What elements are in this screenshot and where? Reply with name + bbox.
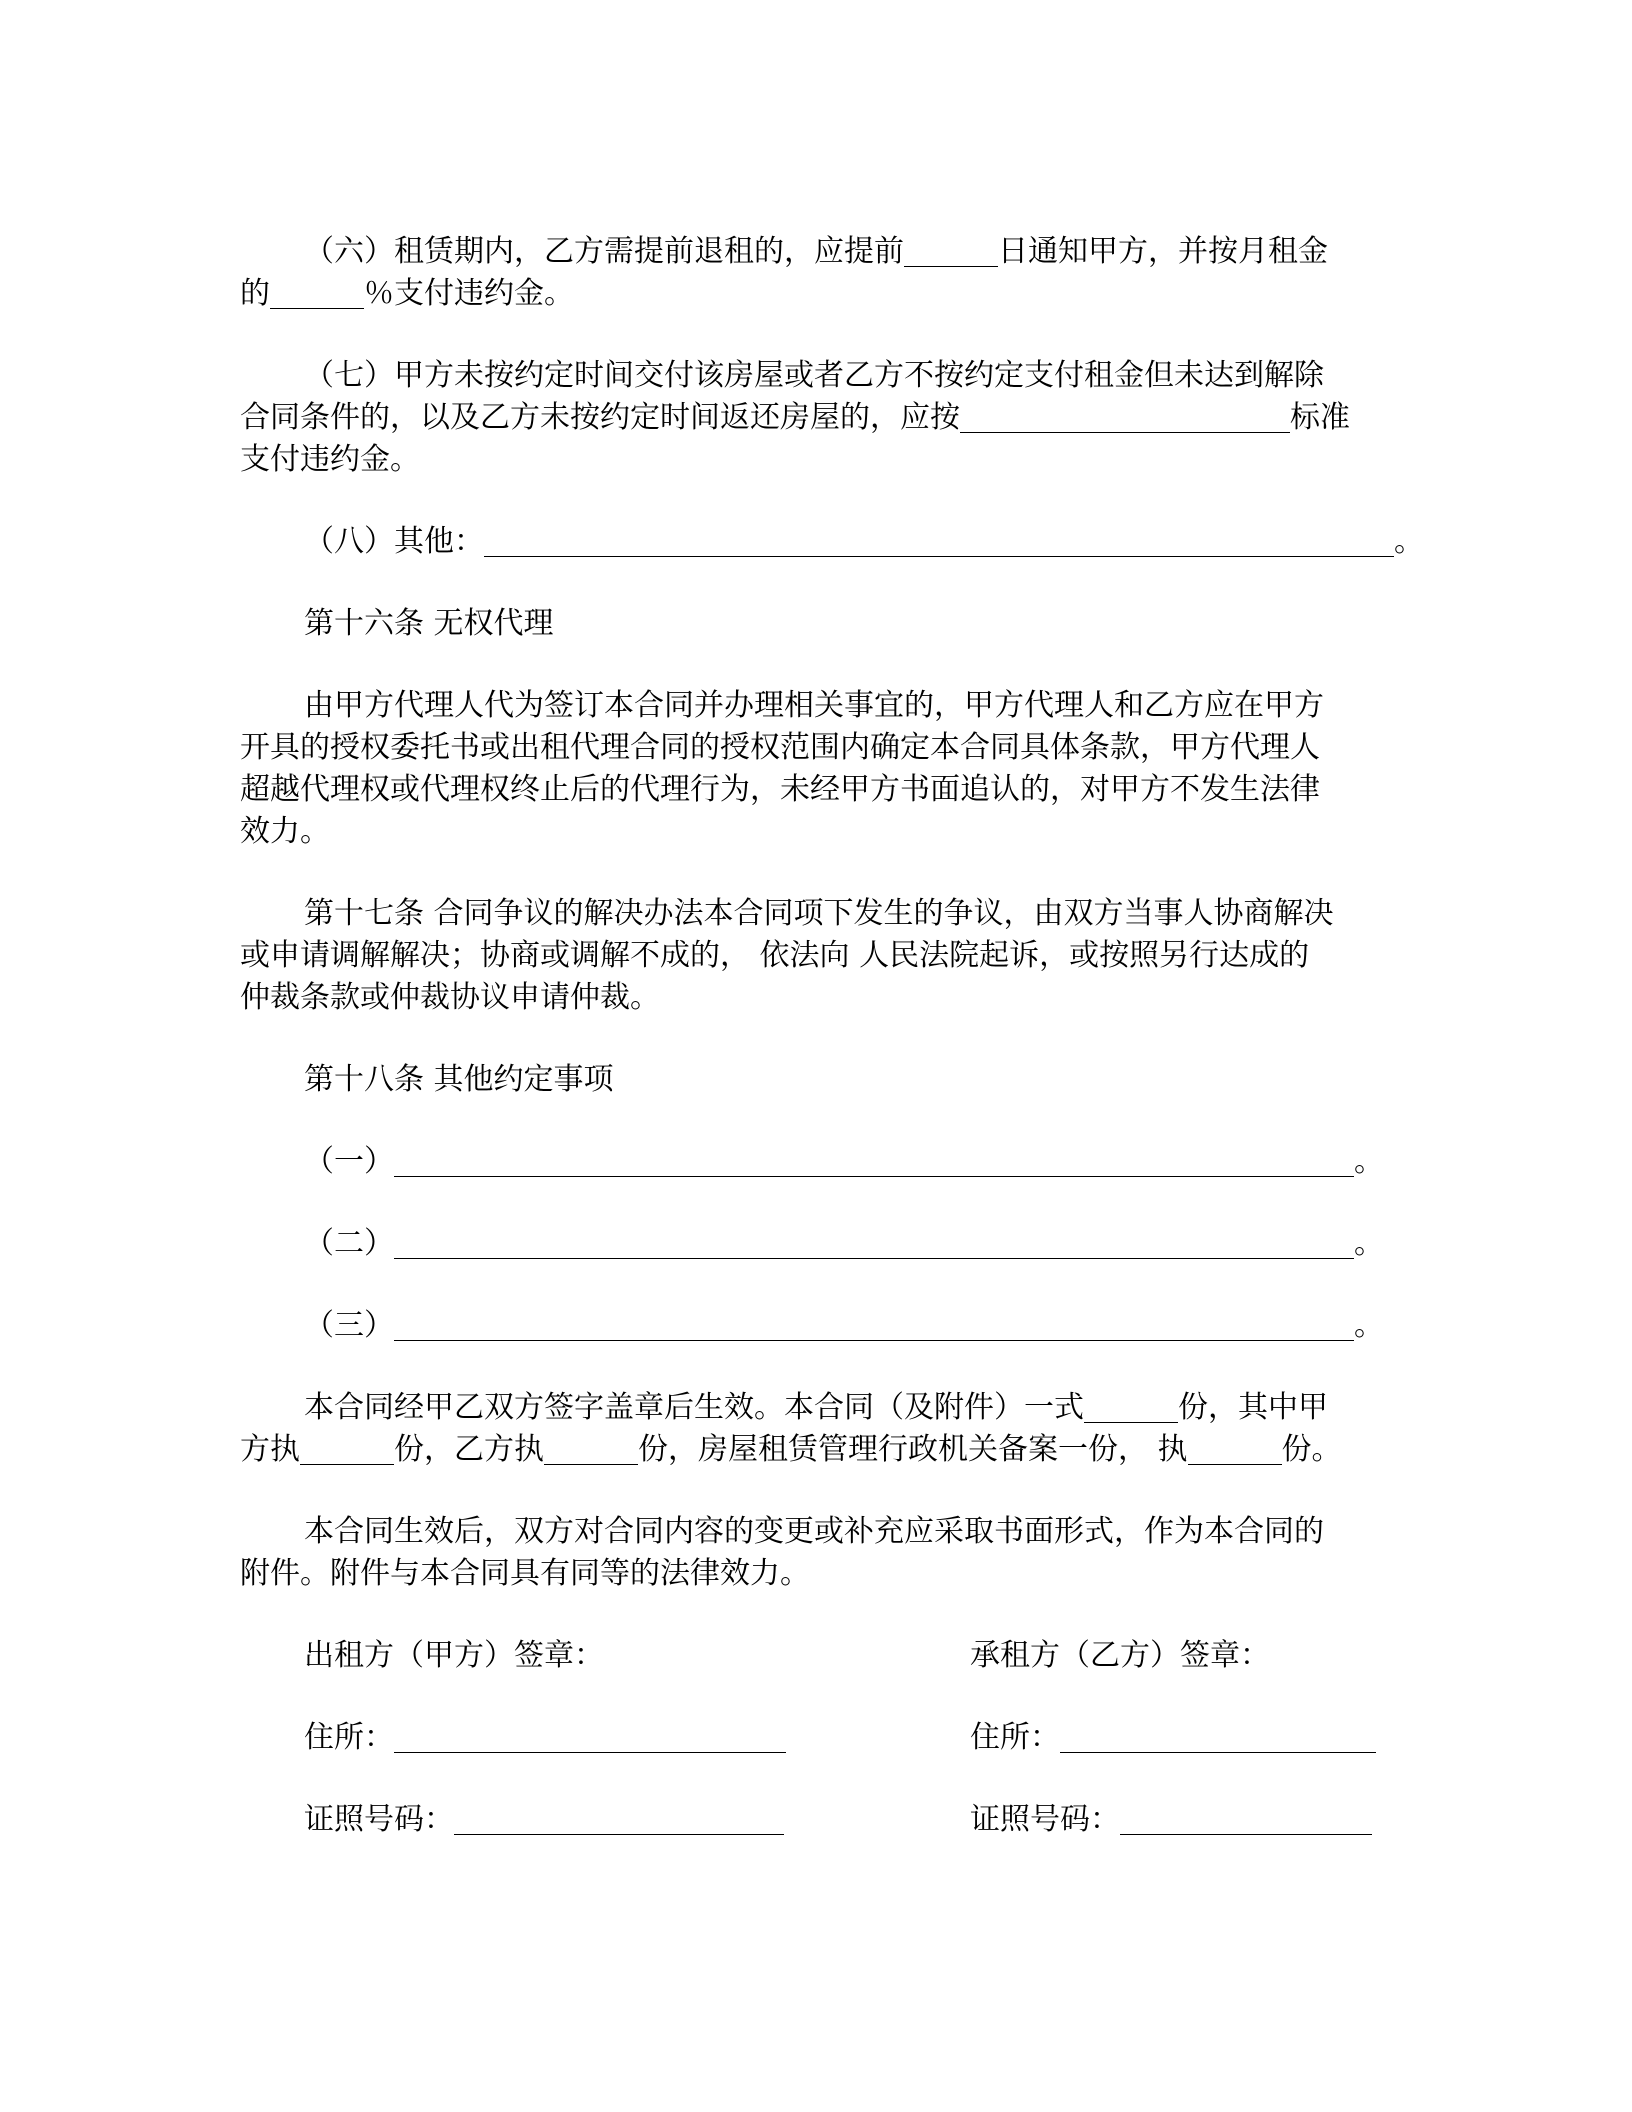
blank-other[interactable] <box>484 526 1394 557</box>
address-row <box>240 1717 1442 1759</box>
change-line-1: 本合同生效后，双方对合同内容的变更或补充应采取书面形式，作为本合同的 <box>304 1514 1324 1549</box>
lessee-id-label: 证照号码： <box>970 1802 1120 1837</box>
blank-notice-days[interactable] <box>904 236 998 267</box>
lessor-signature-label: 出租方（甲方）签章： <box>304 1638 604 1673</box>
article-17-line-1: 第十七条 合同争议的解决办法本合同项下发生的争议，由双方当事人协商解决 <box>304 896 1334 931</box>
blank-penalty-percent[interactable] <box>270 278 364 309</box>
lessor-address-label: 住所： <box>304 1720 394 1755</box>
clause-7-line-2: 合同条件的，以及乙方未按约定时间返还房屋的，应按 标准 <box>240 400 1350 435</box>
effect-line-2: 方执 份，乙方执 份，房屋租赁管理行政机关备案一份， 执 份。 <box>240 1432 1342 1467</box>
blank-item-3[interactable] <box>394 1310 1354 1341</box>
blank-penalty-standard[interactable] <box>960 402 1290 433</box>
clause-6-line-2: 的 ％支付违约金。 <box>240 276 574 311</box>
effect-line-1: 本合同经甲乙双方签字盖章后生效。本合同（及附件）一式 份，其中甲 <box>304 1390 1328 1425</box>
lessee-id-group <box>970 1799 1372 1841</box>
id-row <box>240 1799 1442 1841</box>
article-18-title: 第十八条 其他约定事项 <box>304 1062 614 1097</box>
lessee-address-label: 住所： <box>970 1720 1060 1755</box>
lessor-id-field[interactable] <box>454 1804 784 1835</box>
article-17-line-3: 仲裁条款或仲裁协议申请仲裁。 <box>240 980 660 1015</box>
blank-item-2[interactable] <box>394 1228 1354 1259</box>
lessee-address-field[interactable] <box>1060 1722 1376 1753</box>
lessor-id-label: 证照号码： <box>304 1802 454 1837</box>
article-18-item-1: （一） 。 <box>304 1144 1384 1179</box>
blank-copies-total[interactable] <box>1084 1392 1178 1423</box>
lessee-signature-label: 承租方（乙方）签章： <box>970 1638 1270 1673</box>
article-16-line-1: 由甲方代理人代为签订本合同并办理相关事宜的，甲方代理人和乙方应在甲方 <box>304 688 1324 723</box>
blank-copies-other[interactable] <box>1188 1434 1282 1465</box>
blank-copies-lessee[interactable] <box>544 1434 638 1465</box>
blank-copies-lessor[interactable] <box>300 1434 394 1465</box>
signature-row <box>240 1635 1442 1677</box>
clause-7-line-1: （七）甲方未按约定时间交付该房屋或者乙方不按约定支付租金但未达到解除 <box>304 358 1324 393</box>
lessee-id-field[interactable] <box>1120 1804 1372 1835</box>
article-16-title: 第十六条 无权代理 <box>304 606 554 641</box>
clause-6-line-1: （六）租赁期内，乙方需提前退租的，应提前 日通知甲方，并按月租金 <box>304 234 1328 269</box>
lessee-address-group <box>970 1717 1376 1759</box>
change-line-2: 附件。附件与本合同具有同等的法律效力。 <box>240 1556 810 1591</box>
article-17-line-2: 或申请调解解决；协商或调解不成的， 依法向 人民法院起诉，或按照另行达成的 <box>240 938 1310 973</box>
contract-page <box>240 0 1424 2112</box>
article-16-line-4: 效力。 <box>240 814 330 849</box>
clause-7-line-3: 支付违约金。 <box>240 442 420 477</box>
clause-8-line: （八）其他： 。 <box>304 524 1424 559</box>
article-18-item-2: （二） 。 <box>304 1226 1384 1261</box>
blank-item-1[interactable] <box>394 1146 1354 1177</box>
lessor-address-field[interactable] <box>394 1722 786 1753</box>
article-16-line-3: 超越代理权或代理权终止后的代理行为，未经甲方书面追认的，对甲方不发生法律 <box>240 772 1320 807</box>
article-18-item-3: （三） 。 <box>304 1308 1384 1343</box>
article-16-line-2: 开具的授权委托书或出租代理合同的授权范围内确定本合同具体条款，甲方代理人 <box>240 730 1320 765</box>
